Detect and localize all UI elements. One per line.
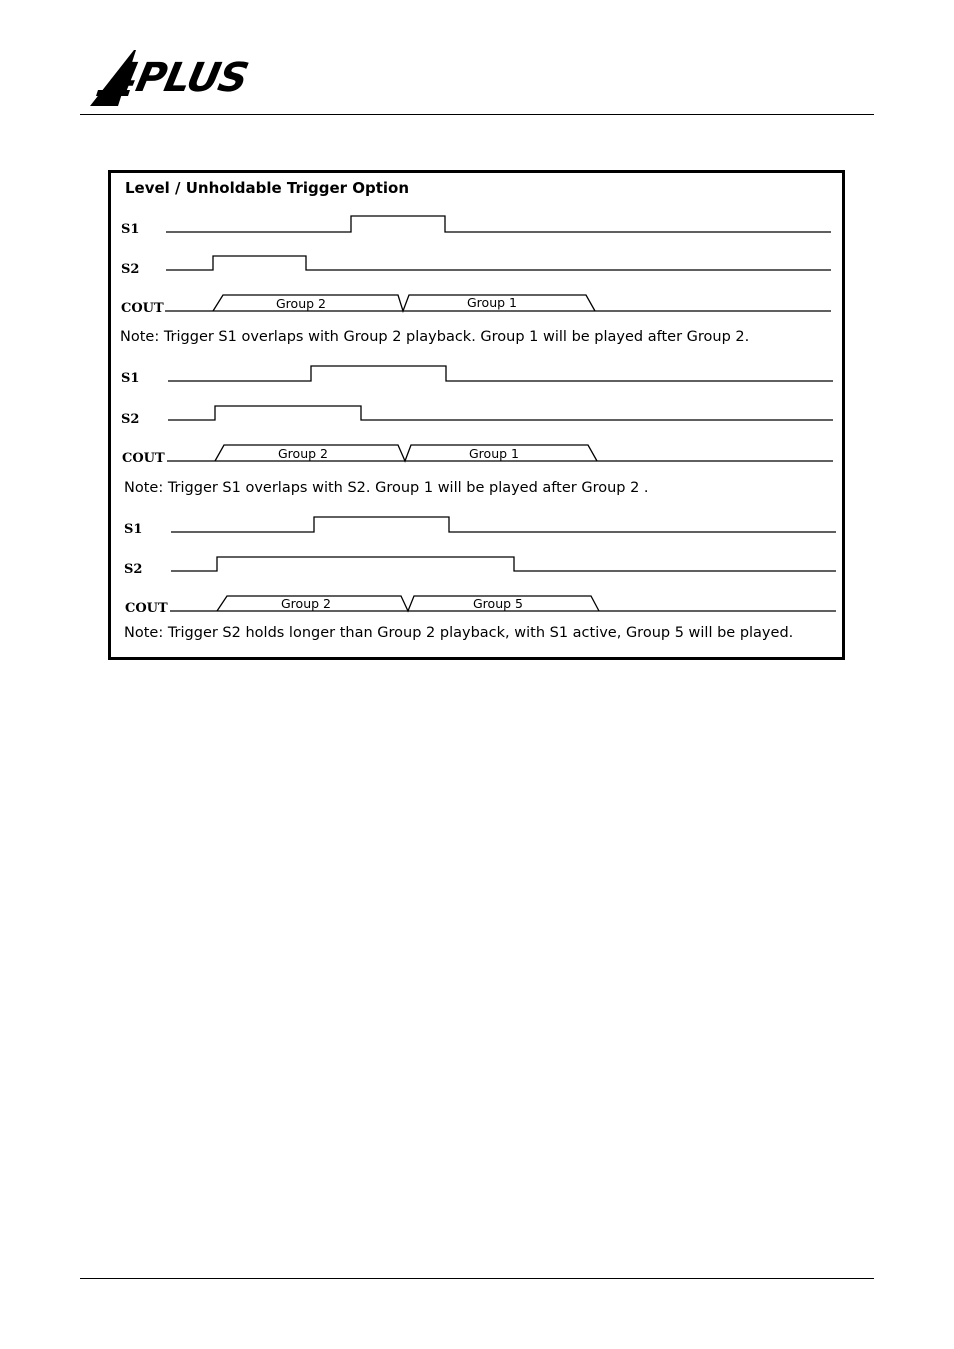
d2-s2-label: S2 — [121, 412, 140, 427]
d2-cout-label: COUT — [122, 451, 165, 466]
d2-group-b-label: Group 1 — [469, 446, 519, 461]
d2-s1-label: S1 — [121, 371, 140, 386]
d3-s1-waveform — [171, 517, 836, 532]
diagram-2 — [121, 366, 833, 466]
header-divider — [80, 114, 874, 115]
d3-note: Note: Trigger S2 holds longer than Group 2 playback, with S1 active, Group 5 will be played. — [124, 625, 794, 641]
d3-group-b-label: Group 5 — [473, 596, 523, 611]
timing-diagrams — [111, 173, 842, 657]
d2-note: Note: Trigger S1 overlaps with S2. Group 1 will be played after Group 2 . — [124, 480, 649, 496]
d3-s2-label: S2 — [124, 562, 143, 577]
company-logo — [88, 46, 252, 110]
footer-divider — [80, 1278, 874, 1279]
d1-cout-label: COUT — [121, 301, 164, 316]
d1-group-a-label: Group 2 — [276, 296, 326, 311]
diagram-1 — [121, 216, 831, 316]
d3-s2-waveform — [171, 557, 836, 571]
d1-s2-waveform — [166, 256, 831, 270]
d1-s1-waveform — [166, 216, 831, 232]
d1-s1-label: S1 — [121, 222, 140, 237]
d3-group-a-label: Group 2 — [281, 596, 331, 611]
d2-group-a-label: Group 2 — [278, 446, 328, 461]
logo-text: 4PLUS — [105, 55, 252, 101]
diagram-3 — [124, 517, 836, 616]
d2-s1-waveform — [168, 366, 833, 381]
d1-note: Note: Trigger S1 overlaps with Group 2 playback. Group 1 will be played after Group 2. — [120, 329, 750, 345]
timing-figure — [108, 170, 845, 660]
figure-title: Level / Unholdable Trigger Option — [125, 179, 410, 197]
d2-cout-envelope — [215, 445, 597, 461]
d3-cout-label: COUT — [125, 601, 168, 616]
d1-s2-label: S2 — [121, 262, 140, 277]
d1-group-b-label: Group 1 — [467, 295, 517, 310]
d2-s2-waveform — [168, 406, 833, 420]
d1-cout-envelope — [213, 295, 595, 311]
d3-s1-label: S1 — [124, 522, 143, 537]
d3-cout-envelope — [217, 596, 599, 611]
